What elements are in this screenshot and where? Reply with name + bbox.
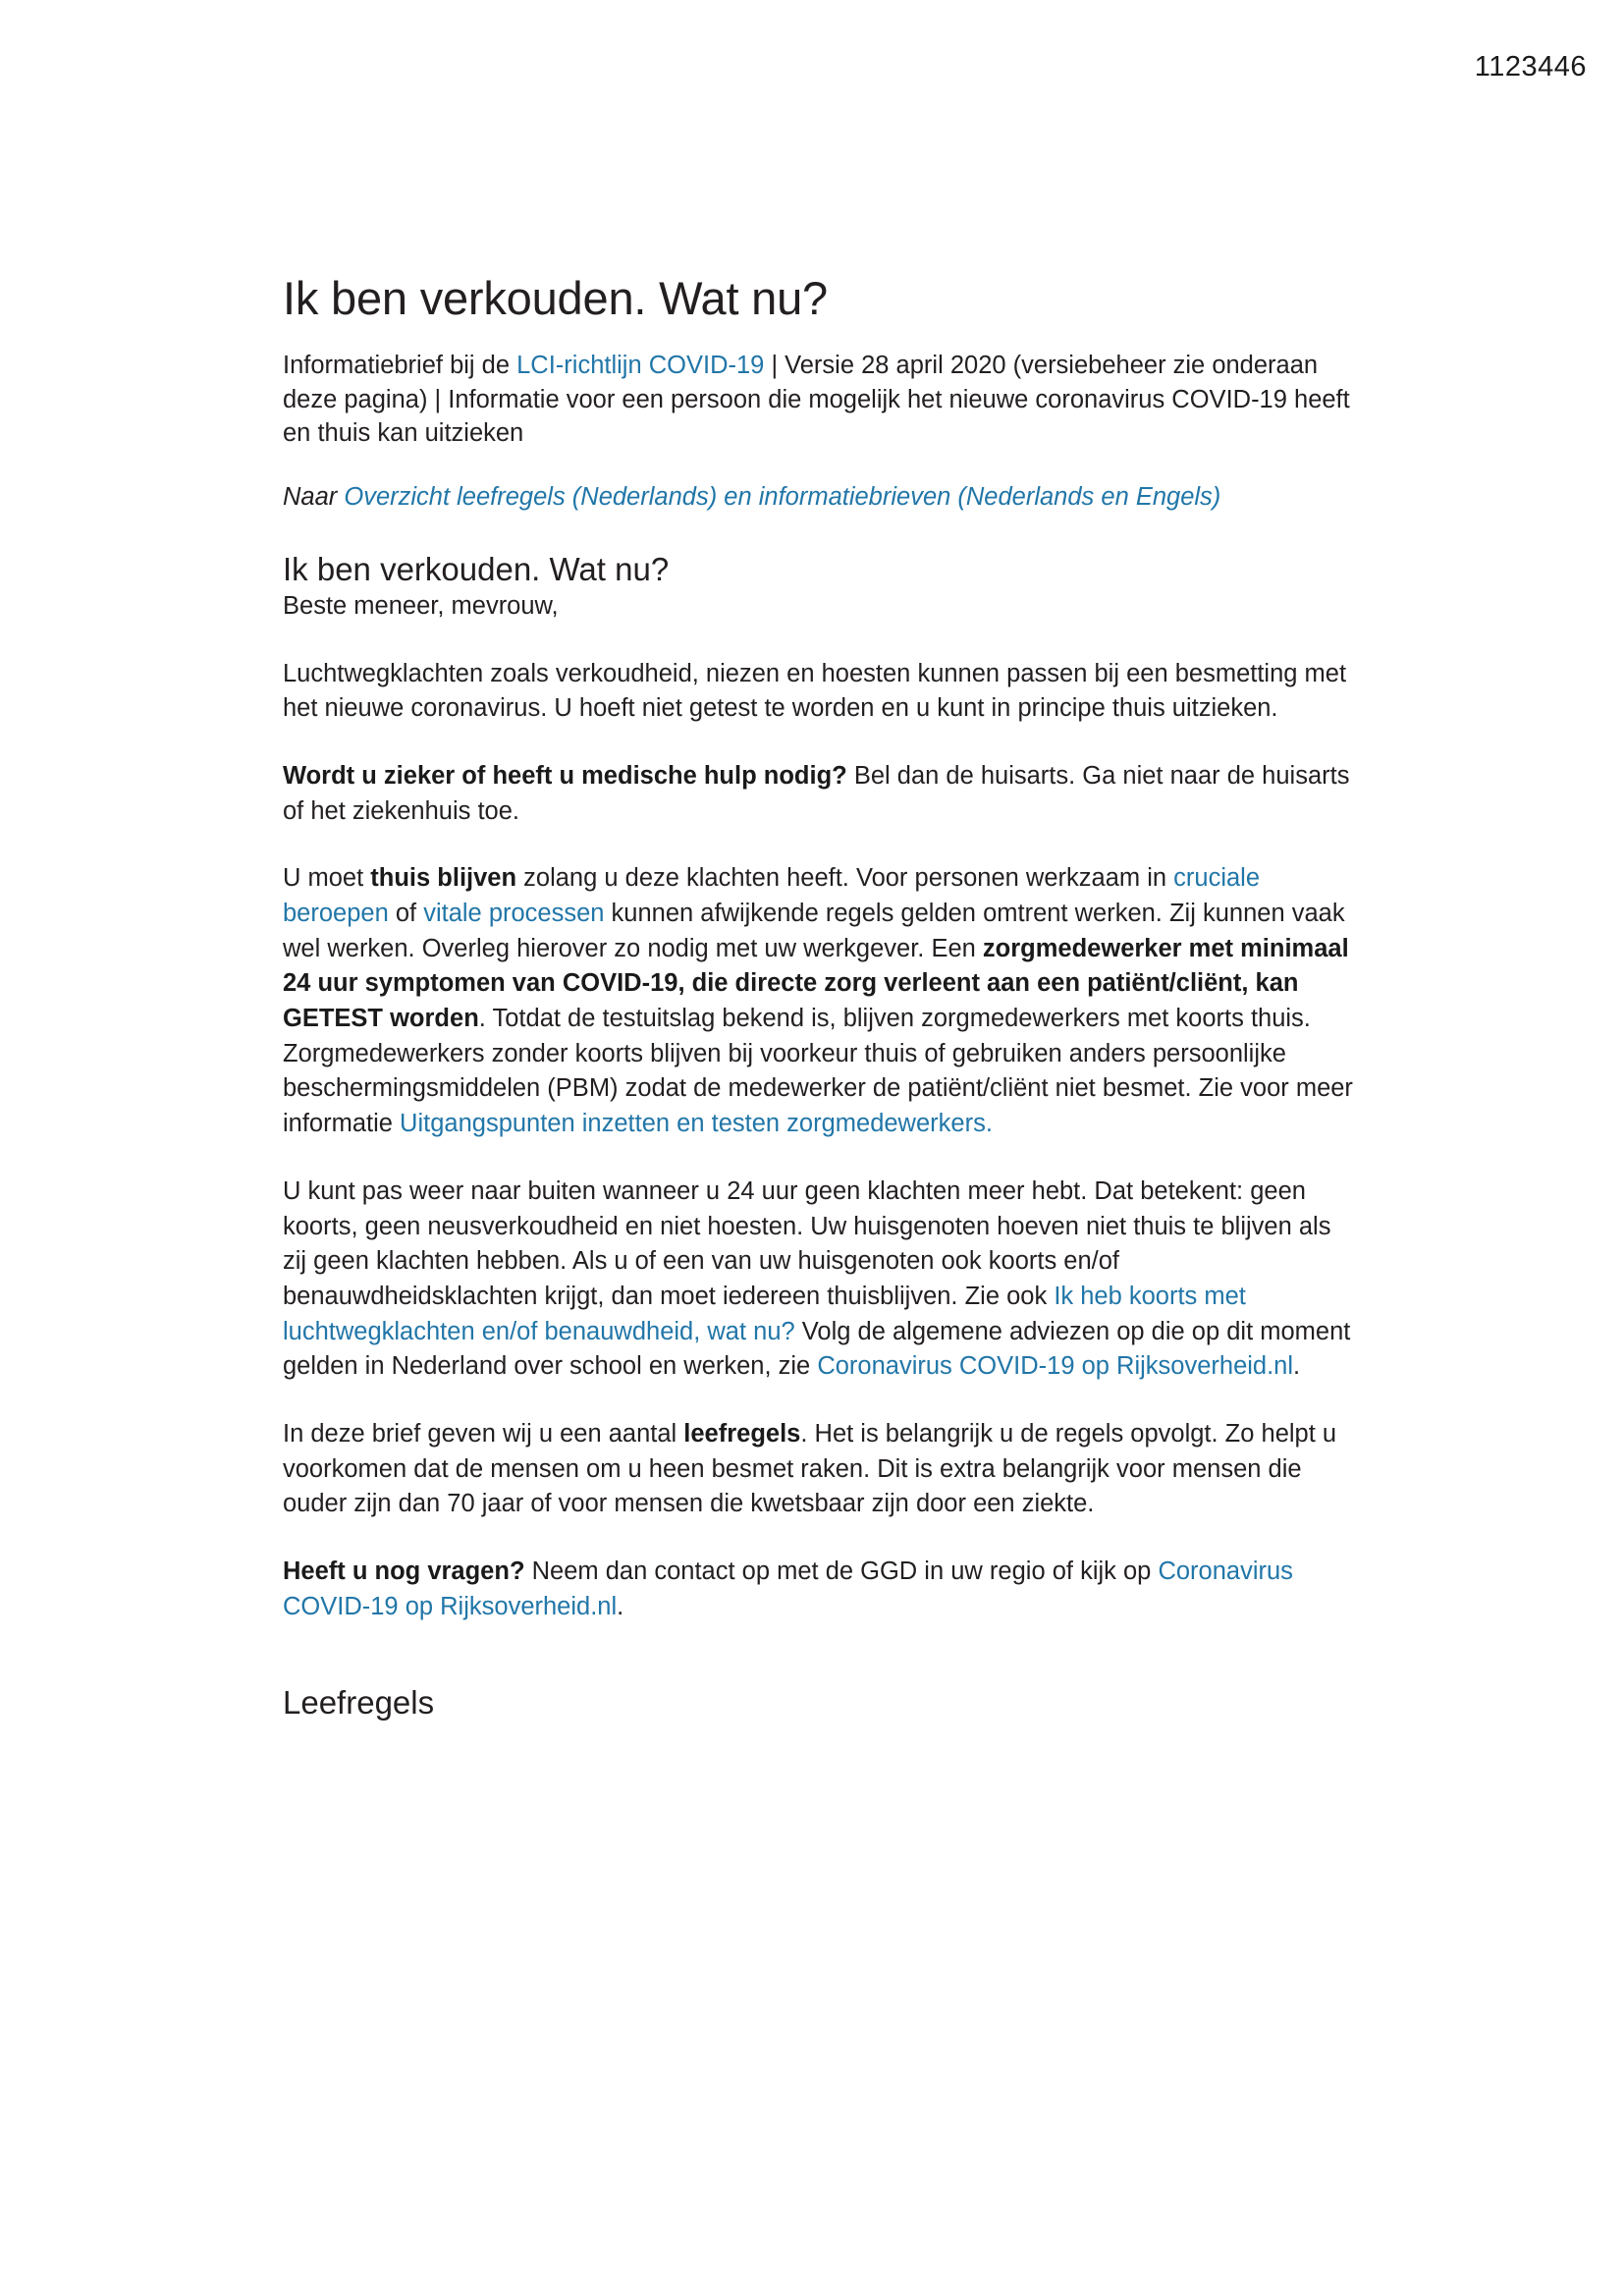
link-uitgangspunten-testen[interactable]: Uitgangspunten inzetten en testen zorgmedewerkers. — [400, 1110, 993, 1138]
meta-suffix: | Versie 28 april 2020 (versiebeheer zie onderaan deze pagina) | Informatie voor een persoon die mogelijk het nieuwe coronavirus COVID-19 heeft en thuis kan uitzieken — [283, 351, 1350, 448]
p3-text-4: kunnen afwijkende regels gelden omtrent werken. Zij kunnen vaak wel werken. Overleg hierover zo nodig met uw werkgever. Een — [283, 900, 1345, 962]
p5-text-2: . Het is belangrijk u de regels opvolgt. Zo helpt u voorkomen dat de mensen om u heen besmet raken. Dit is extra belangrijk voor mensen die ouder zijn dan 70 jaar of voor mensen die kwetsbaar zijn door een ziekte. — [283, 1419, 1337, 1518]
p4-text-3: . — [1293, 1352, 1301, 1381]
link-coronavirus-rijksoverheid-1[interactable]: Coronavirus COVID-19 op Rijksoverheid.nl — [817, 1352, 1294, 1381]
p5-text-1: In deze brief geven wij u een aantal — [283, 1419, 684, 1448]
meta-prefix: Informatiebrief bij de — [283, 351, 517, 379]
naar-prefix: Naar — [283, 483, 345, 512]
p4-text-2: Volg de algemene adviezen op die op dit moment gelden in Nederland over school en werken, zie — [283, 1317, 1351, 1381]
p6-bold-heeft-u-nog-vragen: Heeft u nog vragen? — [283, 1558, 525, 1586]
paragraph-naar-buiten — [283, 1175, 1355, 1385]
link-ik-heb-koorts[interactable]: Ik heb koorts met luchtwegklachten en/of benauwdheid, wat nu? — [283, 1282, 1246, 1345]
paragraph-luchtwegklachten: Luchtwegklachten zoals verkoudheid, niezen en hoesten kunnen passen bij een besmetting met het nieuwe coronavirus. U hoeft niet getest te worden en u kunt in principe thuis uitzieken. — [283, 659, 1347, 723]
p5-bold-leefregels: leefregels — [683, 1419, 801, 1448]
p3-bold-zorgmedewerker: zorgmedewerker met minimaal 24 uur symptomen van COVID-19, die directe zorg verleent aan een patiënt/cliënt, kan GETEST worden — [283, 934, 1349, 1033]
link-coronavirus-rijksoverheid-2[interactable]: Coronavirus COVID-19 op Rijksoverheid.nl — [283, 1558, 1293, 1620]
document-number: 1123446 — [1474, 51, 1587, 82]
p4-text-1: U kunt pas weer naar buiten wanneer u 24 uur geen klachten meer hebt. Dat betekent: geen koorts, geen neusverkoudheid en niet hoesten. Uw huisgenoten hoeven niet thuis te blijven als zij geen klachten hebben. Als u of een van uw huisgenoten ook koorts en/of benauwdheidsklachten krijgt, dan moet iedereen thuisblijven. Zie ook — [283, 1176, 1331, 1310]
paragraph-thuis-blijven — [283, 861, 1355, 1142]
link-lci-richtlijn[interactable]: LCI-richtlijn COVID-19 — [516, 351, 765, 379]
page-title: Ik ben verkouden. Wat nu? — [283, 272, 828, 324]
document-content — [283, 273, 1355, 1722]
document-meta-line — [283, 349, 1355, 452]
salutation: Beste meneer, mevrouw, — [283, 591, 559, 620]
p3-text-3: of — [388, 900, 424, 928]
link-cruciale-beroepen[interactable]: cruciale beroepen — [283, 864, 1261, 928]
paragraph-medische-hulp-rest: Bel dan de huisarts. Ga niet naar de huisarts of het ziekenhuis toe. — [283, 761, 1350, 825]
p3-bold-thuis-blijven: thuis blijven — [370, 864, 517, 893]
p3-text-2: zolang u deze klachten heeft. Voor personen werkzaam in — [516, 864, 1174, 893]
naar-line — [283, 480, 1355, 515]
p3-text-1: U moet — [283, 864, 371, 893]
p6-text-1: Neem dan contact op met de GGD in uw regio of kijk op — [524, 1558, 1159, 1586]
p3-text-5: . Totdat de testuitslag bekend is, blijven zorgmedewerkers met koorts thuis. Zorgmedewerkers zonder koorts blijven bij voorkeur thuis of gebruiken anders persoonlijke beschermingsmiddelen (PBM) zodat de medewerker de patiënt/cliënt niet besmet. Zie voor meer informatie — [283, 1005, 1353, 1138]
link-overzicht-leefregels[interactable]: Overzicht leefregels (Nederlands) en informatiebrieven (Nederlands en Engels) — [344, 483, 1221, 512]
p6-text-2: . — [617, 1592, 624, 1620]
link-vitale-processen[interactable]: vitale processen — [423, 900, 605, 928]
leefregels-heading: Leefregels — [283, 1684, 435, 1722]
section-title: Ik ben verkouden. Wat nu? — [283, 551, 670, 588]
paragraph-leefregels-intro — [283, 1417, 1355, 1522]
paragraph-medische-hulp — [283, 759, 1355, 829]
paragraph-vragen — [283, 1555, 1355, 1624]
paragraph-medische-hulp-bold: Wordt u zieker of heeft u medische hulp nodig? — [283, 761, 847, 790]
